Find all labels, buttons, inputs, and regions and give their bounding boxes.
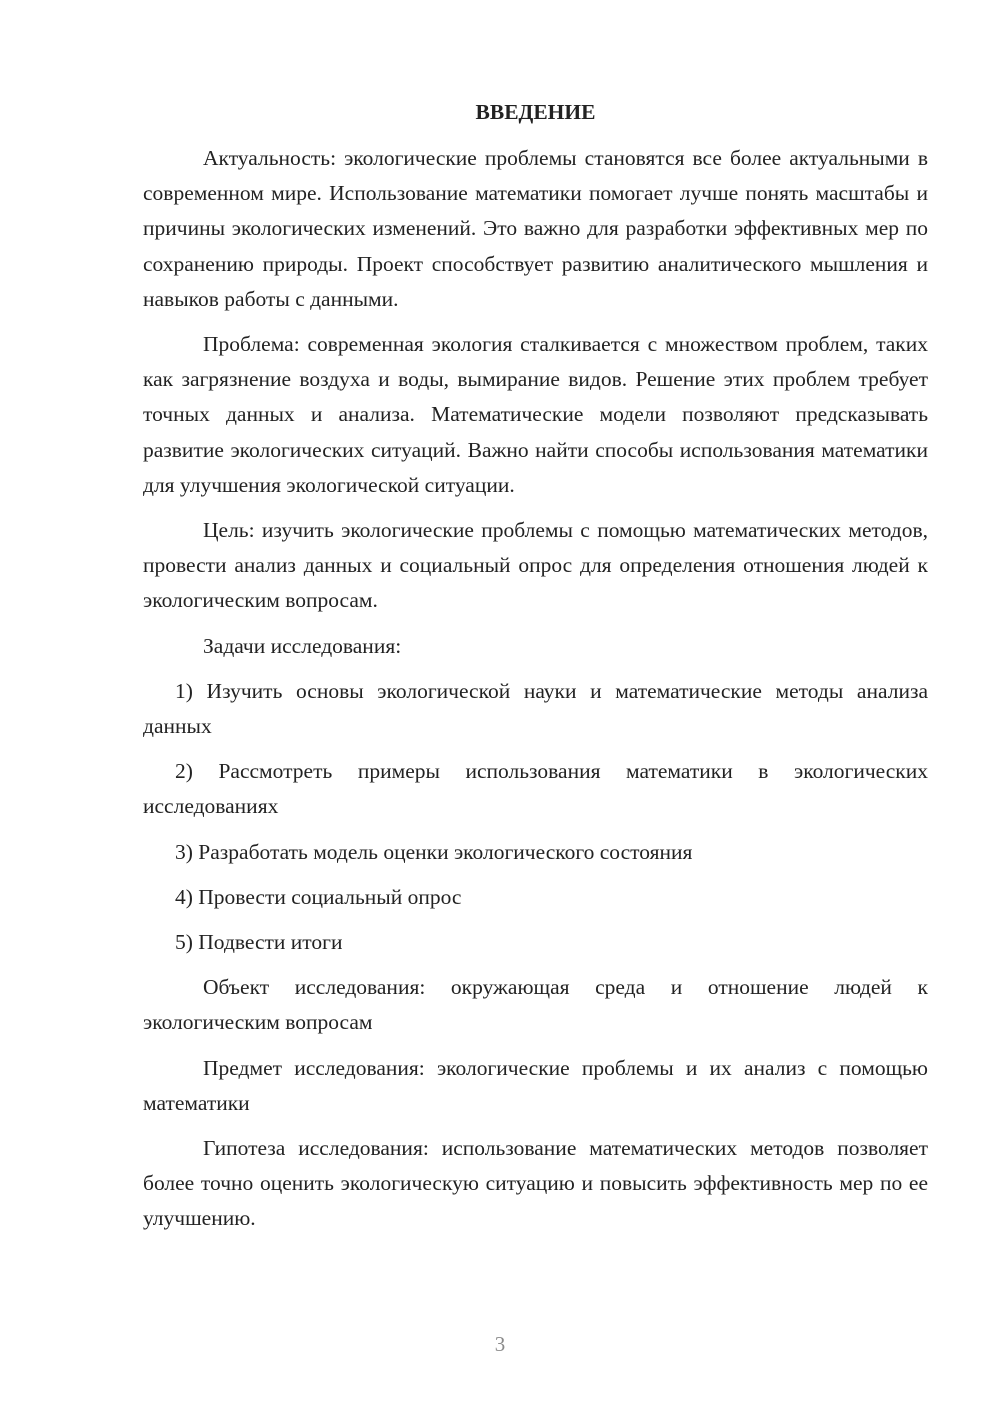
tasks-list [143,674,928,960]
paragraph-problem: Проблема: современная экология сталкивается с множеством проблем, таких как загрязнение воздуха и воды, вымирание видов. Решение этих проблем требует точных данных и анализа. Математические модели позволяют предсказывать развитие экологических ситуаций. Важно найти способы использования математики для улучшения экологической ситуации. [143,332,928,497]
paragraph-subject: Предмет исследования: экологические проблемы и их анализ с помощью математики [143,1055,928,1115]
tasks-heading: Задачи исследования: [203,633,402,658]
task-item-1: 1) Изучить основы экологической науки и математические методы анализа данных [143,678,928,739]
document-page [143,95,928,1247]
task-item-5: 5) Подвести итоги [175,930,343,955]
paragraph-hypothesis: Гипотеза исследования: использование математических методов позволяет более точно оценить экологическую ситуацию и повысить эффективность мер по ее улучшению. [143,1136,928,1231]
paragraph-relevance: Актуальность: экологические проблемы становятся все более актуальными в современном мире. Использование математики помогает лучше понять масштабы и причины экологических изменений. Это важно для разработки эффективных мер по сохранению природы. Проект способствует развитию аналитического мышления и навыков работы с данными. [143,146,928,311]
task-item-3: 3) Разработать модель оценки экологического состояния [175,839,693,864]
task-item-2: 2) Рассмотреть примеры использования математики в экологических исследованиях [143,759,928,819]
paragraph-goal: Цель: изучить экологические проблемы с помощью математических методов, провести анализ данных и социальный опрос для определения отношения людей к экологическим вопросам. [143,518,928,613]
paragraph-object: Объект исследования: окружающая среда и отношение людей к экологическим вопросам [143,975,928,1035]
task-item-4: 4) Провести социальный опрос [175,884,462,909]
page-number: 3 [494,1332,506,1356]
section-title: ВВЕДЕНИЕ [475,100,596,124]
